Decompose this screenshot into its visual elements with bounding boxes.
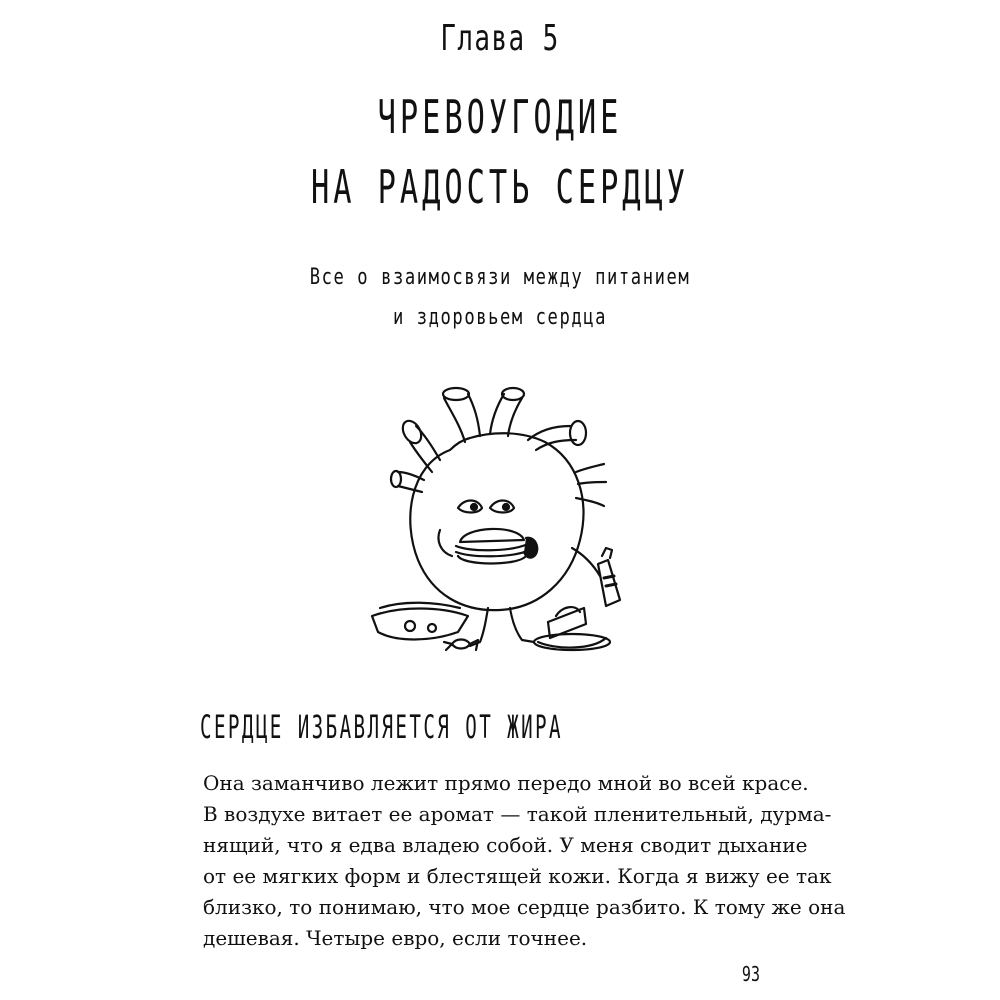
body-paragraph [203, 768, 846, 954]
vessel-left [410, 426, 440, 472]
vessel-top-opening [502, 388, 524, 400]
page-number: 93 [741, 962, 760, 986]
burger-bun-top [460, 529, 524, 542]
chapter-title [170, 82, 830, 222]
heart-body [410, 433, 583, 610]
body-line: В воздухе витает ее аромат — такой пленительный, дурма- [203, 802, 832, 826]
chapter-subtitle-line-2: и здоровьем сердца [392, 305, 608, 330]
chapter-subtitle [110, 258, 890, 338]
pizza-slices [372, 609, 468, 640]
burger-patty [456, 544, 530, 556]
vessel-top-left-opening [443, 388, 469, 400]
heart-eating-burger-icon [340, 380, 660, 670]
body-line: от ее мягких форм и блестящей кожи. Когда я вижу ее так [203, 864, 832, 888]
vessel-top-left [444, 394, 480, 442]
body-line: близко, то понимаю, что мое сердце разбито. К тому же она [203, 895, 846, 919]
body-line: нящий, что я едва владею собой. У меня сводит дыхание [203, 833, 808, 857]
chapter-label: Глава 5 [440, 18, 560, 59]
chapter-subtitle-line-1: Все о взаимосвязи между питанием [309, 265, 691, 290]
vessel-left-opening [399, 418, 425, 447]
chapter-title-line-1: ЧРЕВОУГОДИЕ [377, 90, 623, 144]
vessel-right-opening [570, 421, 586, 445]
section-heading: СЕРДЦЕ ИЗБАВЛЯЕТСЯ ОТ ЖИРА [200, 708, 563, 746]
body-line: Она заманчиво лежит прямо передо мной во всей красе. [203, 771, 809, 795]
body-line: дешевая. Четыре евро, если точнее. [203, 926, 588, 950]
chapter-title-line-2: НА РАДОСТЬ СЕРДЦУ [310, 160, 690, 214]
mouth [524, 538, 537, 558]
